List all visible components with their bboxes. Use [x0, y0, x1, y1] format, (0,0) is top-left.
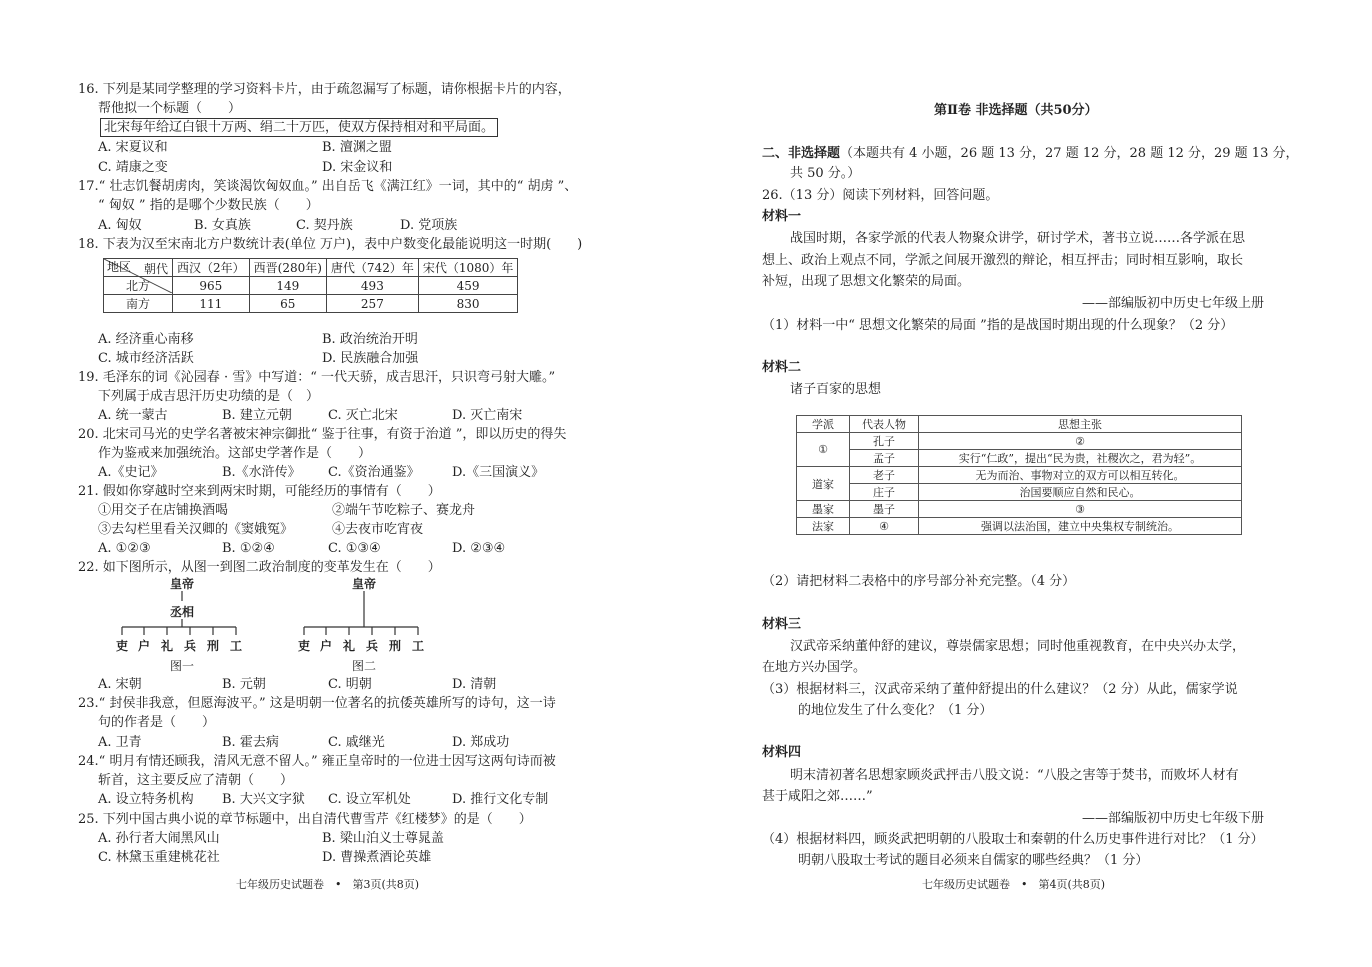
- q21-option-d: D. ②③④: [452, 541, 506, 556]
- q23-option-b: B. 霍去病: [222, 735, 279, 750]
- q25-option-d: D. 曹操煮酒论英雄: [322, 850, 432, 865]
- q16-stem: 16. 下列是某同学整理的学习资料卡片，由于疏忽漏写了标题，请你根据卡片的内容，: [78, 82, 571, 97]
- q17-stem: 17.“ 壮志饥餐胡虏肉，笑谈渴饮匈奴血。” 出自岳飞《满江红》一词，其中的“ 胡虏 ”、: [78, 179, 578, 194]
- q22-option-b: B. 元朝: [222, 677, 266, 692]
- material-4-source: ——部编版初中历史七年级下册: [1082, 811, 1265, 826]
- table-row: 法家 ④ 强调以法治国，建立中央集权专制统治。: [797, 518, 1242, 535]
- q21-item-3: ③去勾栏里看关汉卿的《窦娥冤》: [98, 522, 294, 537]
- column-header: 西汉（2年）: [173, 259, 250, 277]
- exam-page-3: [78, 0, 598, 967]
- q20-stem: 20. 北宋司马光的史学名著被宋神宗御批“ 鉴于往事，有资于治道 ”，即以历史的得失: [78, 427, 567, 442]
- q21-item-4: ④去夜市吃宵夜: [332, 522, 424, 537]
- material-4-text: 明末清初著名思想家顾炎武抨击八股文说：“八股之害等于焚书，而败坏人材有: [790, 768, 1239, 783]
- q18-stem: 18. 下表为汉至宋南北方户数统计表(单位 万户)，表中户数变化最能说明这一时期( ): [78, 237, 583, 252]
- q19-option-d: D. 灭亡南宋: [452, 408, 523, 423]
- q24-option-a: A. 设立特务机构: [98, 792, 194, 807]
- q16-stem-cont: 帮他拟一个标题（ ）: [98, 101, 242, 116]
- q16-option-d: D. 宋金议和: [322, 160, 393, 175]
- q22-stem: 22. 如下图所示，从图一到图二政治制度的变革发生在（ ）: [78, 560, 441, 575]
- section-title: 第Ⅱ卷 非选择题（共50分）: [934, 103, 1098, 118]
- q26-3: （3）根据材料三，汉武帝采纳了董仲舒提出的什么建议？（2 分）从此，儒家学说: [762, 682, 1238, 697]
- q20-option-c: C.《资治通鉴》: [328, 465, 420, 480]
- q23-stem: 23.“ 封侯非我意，但愿海波平。” 这是明朝一位著名的抗倭英雄所写的诗句，这一诗: [78, 696, 556, 711]
- exam-page-4: [762, 0, 1299, 967]
- q24-option-c: C. 设立军机处: [328, 792, 411, 807]
- q20-option-d: D.《三国演义》: [452, 465, 545, 480]
- column-header: 宋代（1080）年: [418, 259, 518, 277]
- q26-3-cont: 的地位发生了什么变化？（1 分）: [798, 703, 993, 718]
- q22-option-d: D. 清朝: [452, 677, 497, 692]
- q21-stem: 21. 假如你穿越时空来到两宋时期，可能经历的事情有（ ）: [78, 484, 441, 499]
- q18-option-b: B. 政治统治开明: [322, 332, 418, 347]
- table-row: ① 孔子 ②: [797, 433, 1242, 450]
- material-2-subtitle: 诸子百家的思想: [790, 382, 882, 397]
- table-row: 孟子 实行“仁政”，提出“民为贵，社稷次之，君为轻”。: [797, 450, 1242, 467]
- material-2-title: 材料二: [762, 360, 802, 375]
- material-4-title: 材料四: [762, 745, 802, 760]
- q17-stem-cont: “ 匈奴 ” 指的是哪个少数民族（ ）: [98, 198, 319, 213]
- table-corner-cell: 朝代 地区: [104, 259, 173, 277]
- q26-stem: 26.（13 分）阅读下列材料，回答问题。: [762, 188, 999, 203]
- q23-option-c: C. 戚继光: [328, 735, 385, 750]
- q17-option-a: A. 匈奴: [98, 218, 142, 233]
- q22-figure-2: 皇帝 吏 户 礼 兵 刑 工 图二: [298, 577, 425, 673]
- table-row: 北方 965 149 493 459: [104, 277, 518, 295]
- q23-option-a: A. 卫青: [98, 735, 142, 750]
- table-row: 庄子 治国要顺应自然和民心。: [797, 484, 1242, 501]
- q25-option-a: A. 孙行者大闹黑风山: [98, 831, 220, 846]
- table-row: 道家 老子 无为而治、事物对立的双方可以相互转化。: [797, 467, 1242, 484]
- q23-option-d: D. 郑成功: [452, 735, 510, 750]
- part-intro-cont: 共 50 分。）: [790, 166, 861, 181]
- q19-stem: 19. 毛泽东的词《沁园春 · 雪》中写道：“ 一代天骄，成吉思汗，只识弯弓射大雕。”: [78, 370, 556, 385]
- q24-stem: 24.“ 明月有情还顾我，清风无意不留人。” 雍正皇帝时的一位进士因写这两句诗而被: [78, 754, 556, 769]
- q20-stem-cont: 作为鉴戒来加强统治。这部史学著作是（ ）: [98, 446, 372, 461]
- q18-option-a: A. 经济重心南移: [98, 332, 194, 347]
- q17-option-c: C. 契丹族: [296, 218, 353, 233]
- q24-stem-cont: 斩首，这主要反应了清朝（ ）: [98, 773, 294, 788]
- q20-option-a: A.《史记》: [98, 465, 164, 480]
- q16-option-b: B. 澶渊之盟: [322, 140, 392, 155]
- q26-4-cont: 明朝八股取士考试的题目必须来自儒家的哪些经典？（1 分）: [798, 853, 1149, 868]
- q18-household-table: [103, 258, 518, 313]
- material-3-title: 材料三: [762, 617, 802, 632]
- page-footer-3: 七年级历史试题卷 • 第3页(共8页): [236, 878, 420, 891]
- q25-stem: 25. 下列中国古典小说的章节标题中，出自清代曹雪芹《红楼梦》的是（ ）: [78, 812, 532, 827]
- q21-option-a: A. ①②③: [98, 541, 151, 556]
- q21-item-2: ②端午节吃粽子、赛龙舟: [332, 503, 476, 518]
- material-1-text-2: 想上、政治上观点不同，学派之间展开激烈的辩论，相互抨击；同时相互影响，取长: [762, 253, 1244, 268]
- column-header: 西晋(280年): [249, 259, 326, 277]
- q22-figure-1: 皇帝 丞相 吏 户 礼 兵 刑 工 图一: [116, 577, 243, 673]
- q18-option-c: C. 城市经济活跃: [98, 351, 194, 366]
- q26-2: （2）请把材料二表格中的序号部分补充完整。（4 分）: [762, 574, 1076, 589]
- table-row: 南方 111 65 257 830: [104, 295, 518, 313]
- material-4-text-2: 甚于咸阳之郊……”: [762, 789, 873, 804]
- q21-option-b: B. ①②④: [222, 541, 275, 556]
- q19-stem-cont: 下列属于成吉思汗历史功绩的是（ ）: [98, 389, 320, 404]
- q19-option-c: C. 灭亡北宋: [328, 408, 398, 423]
- q24-option-b: B. 大兴文字狱: [222, 792, 305, 807]
- q25-option-c: C. 林黛玉重建桃花社: [98, 850, 220, 865]
- q26-1: （1）材料一中“ 思想文化繁荣的局面 ”指的是战国时期出现的什么现象？（2 分）: [762, 318, 1234, 333]
- q22-option-c: C. 明朝: [328, 677, 372, 692]
- material-1-text: 战国时期，各家学派的代表人物聚众讲学，研讨学术，著书立说……各学派在思: [790, 231, 1246, 246]
- q17-option-d: D. 党项族: [400, 218, 458, 233]
- q21-option-c: C. ①③④: [328, 541, 381, 556]
- q24-option-d: D. 推行文化专制: [452, 792, 549, 807]
- table-row: 墨家 墨子 ③: [797, 501, 1242, 518]
- q19-option-b: B. 建立元朝: [222, 408, 292, 423]
- q18-option-d: D. 民族融合加强: [322, 351, 419, 366]
- q16-option-a: A. 宋夏议和: [98, 140, 168, 155]
- q20-option-b: B.《水浒传》: [222, 465, 301, 480]
- schools-of-thought-table: 学派 代表人物 思想主张 ① 孔子 ② 孟子 实行“仁政”，提出“民为贵，社稷次之，君为轻”。 道家 老子 无为而治、事物对立的双方可以相互转化。 庄子 治国要顺应自然和民心。 墨家 墨子 ③ 法家 ④ 强调以法治国，建立中央集权专制统治。: [796, 415, 1242, 535]
- material-1-title: 材料一: [762, 209, 802, 224]
- q25-option-b: B. 梁山泊义士尊晁盖: [322, 831, 444, 846]
- material-1-source: ——部编版初中历史七年级上册: [1082, 296, 1265, 311]
- q26-4: （4）根据材料四，顾炎武把明朝的八股取士和秦朝的什么历史事件进行对比？（1 分）: [762, 832, 1264, 847]
- material-3-text-2: 在地方兴办国学。: [762, 660, 867, 675]
- q23-stem-cont: 句的作者是（ ）: [98, 715, 216, 730]
- q22-option-a: A. 宋朝: [98, 677, 142, 692]
- q19-option-a: A. 统一蒙古: [98, 408, 168, 423]
- part-intro: 二、非选择题（本题共有 4 小题，26 题 13 分，27 题 12 分，28 题 12 分，29 题 13 分，: [762, 146, 1299, 161]
- column-header: 唐代（742）年: [326, 259, 418, 277]
- q16-card: 北宋每年给辽白银十万两、绢二十万匹，使双方保持相对和平局面。: [100, 118, 498, 137]
- q16-option-c: C. 靖康之变: [98, 160, 168, 175]
- material-3-text: 汉武帝采纳董仲舒的建议，尊崇儒家思想；同时他重视教育，在中央兴办太学，: [790, 639, 1246, 654]
- q17-option-b: B. 女真族: [194, 218, 251, 233]
- material-1-text-3: 补短，出现了思想文化繁荣的局面。: [762, 274, 971, 289]
- page-footer-4: 七年级历史试题卷 • 第4页(共8页): [922, 878, 1106, 891]
- q21-item-1: ①用交子在店铺换酒喝: [98, 503, 229, 518]
